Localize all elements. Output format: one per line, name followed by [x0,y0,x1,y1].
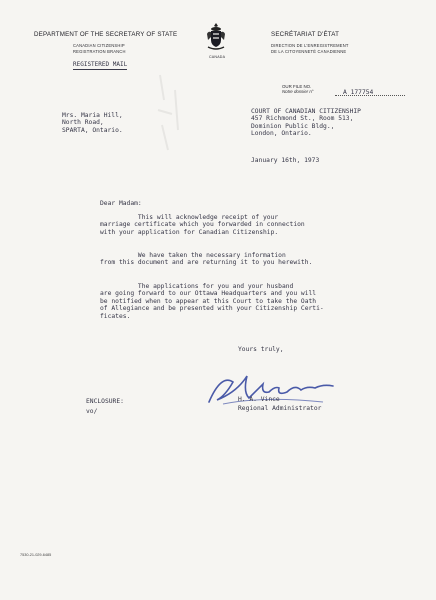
letter-date: January 16th, 1973 [251,157,320,164]
department-name-en: DEPARTMENT OF THE SECRETARY OF STATE [34,31,178,38]
recipient-address: Mrs. Maria Hill, North Road, SPARTA, Ontario. [62,112,123,134]
branch-line-2-en: REGISTRATION BRANCH [73,49,126,54]
file-label-en: OUR FILE NO. [282,84,312,89]
signer-name: H. A. Vince [238,396,280,403]
branch-name-fr [271,43,349,55]
file-label-fr: Notre dossier n° [282,89,314,95]
salutation: Dear Madam: [100,200,142,207]
body-paragraph-3: The applications for you and your husband are going forward to our Ottawa Headquarters and you will be notified when to appear at this Court to take the Oath of Allegiance and be presented with your Citizenship Certi- ficates. [100,283,324,320]
crest-caption: CANADA [209,55,226,59]
typist-initials: vo/ [86,408,98,415]
file-number: A 177754 [343,89,374,96]
branch-line-1-fr: DIRECTION DE L'ENREGISTREMENT [271,43,349,48]
form-code: 7530-21-029-6485 [20,553,52,557]
file-number-label [282,84,314,95]
branch-line-2-fr: DE LA CITOYENNETÉ CANADIENNE [271,49,347,54]
branch-line-1-en: CANADIAN CITIZENSHIP [73,43,125,48]
registered-mail-stamp: REGISTERED MAIL [73,61,128,68]
signer-title: Regional Administrator [238,405,322,412]
body-paragraph-1: This will acknowledge receipt of your marriage certificate which you forwarded in connection with your application for Canadian Citizenship. [100,214,305,236]
canada-coat-of-arms-icon [204,22,228,54]
closing: Yours truly, [238,346,284,353]
branch-name-en [73,43,126,55]
sender-address: COURT OF CANADIAN CITIZENSHIP 457 Richmond St., Room 513, Dominion Public Bldg., London, Ontario. [251,108,361,138]
enclosure-label: ENCLOSURE: [86,398,124,405]
department-name-fr: SECRÉTARIAT D'ÉTAT [271,31,340,38]
body-paragraph-2: We have taken the necessary information from this document and are returning it to you herewith. [100,252,313,267]
show-through-marks [150,70,190,160]
